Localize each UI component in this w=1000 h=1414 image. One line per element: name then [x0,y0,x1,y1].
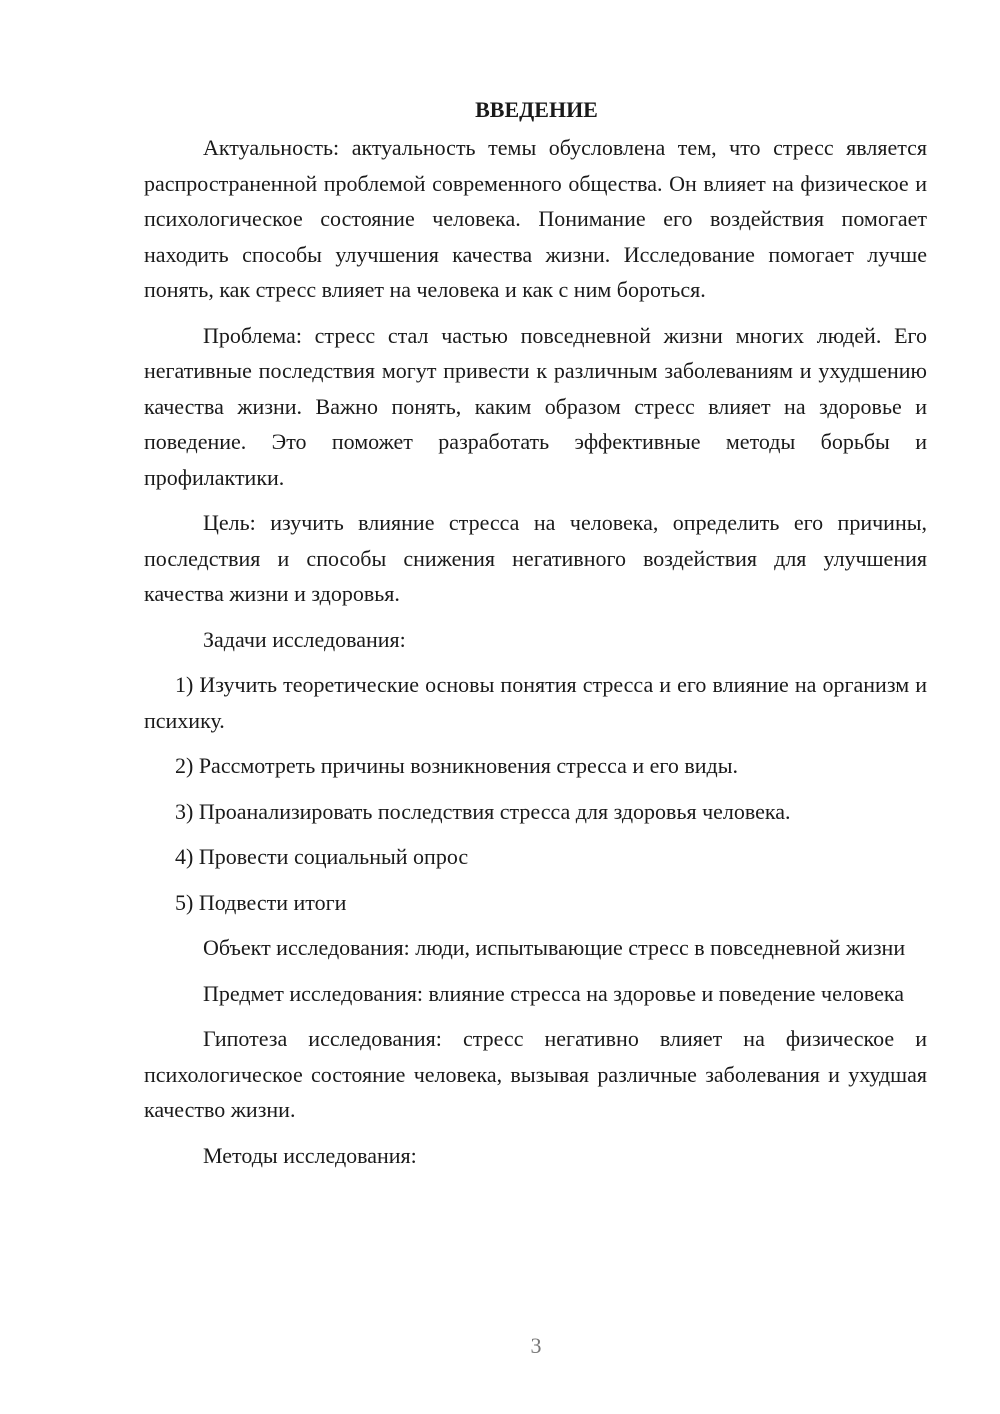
paragraph-hypothesis: Гипотеза исследования: стресс негативно влияет на физическое и психологическое состояние человека, вызывая различные заболевания и ухудшая качество жизни. [144,1026,927,1122]
paragraph-object: Объект исследования: люди, испытывающие стресс в повседневной жизни [203,935,906,960]
tasks-title: Задачи исследования: [203,626,406,652]
paragraph-goal: Цель: изучить влияние стресса на человека, определить его причины, последствия и способы снижения негативного воздействия для улучшения качества жизни и здоровья. [144,510,927,606]
list-item-task-3: 3) Проанализировать последствия стресса для здоровья человека. [175,798,791,824]
paragraph-relevance: Актуальность: актуальность темы обусловлена тем, что стресс является распространенной проблемой современного общества. Он влияет на физическое и психологическое состояние человека. Понимание его воздействия помогает находить способы улучшения качества жизни. Исследование помогает лучше понять, как стресс влияет на человека и как с ним бороться. [144,135,927,302]
page-content [144,92,927,1183]
paragraph-problem: Проблема: стресс стал частью повседневной жизни многих людей. Его негативные последствия могут привести к различным заболеваниям и ухудшению качества жизни. Важно понять, каким образом стресс влияет на здоровье и поведение. Это поможет разработать эффективные методы борьбы и профилактики. [144,322,927,490]
list-item-task-1: 1) Изучить теоретические основы понятия стресса и его влияние на организм и психику. [144,672,927,733]
list-item-task-4: 4) Провести социальный опрос [175,844,469,869]
page-title: ВВЕДЕНИЕ [475,97,598,122]
methods-title: Методы исследования: [203,1142,417,1168]
list-item-task-2: 2) Рассмотреть причины возникновения стресса и его виды. [175,753,739,778]
page-number: 3 [530,1333,542,1358]
list-item-task-5: 5) Подвести итоги [175,889,347,915]
paragraph-subject: Предмет исследования: влияние стресса на здоровье и поведение человека [203,980,904,1006]
